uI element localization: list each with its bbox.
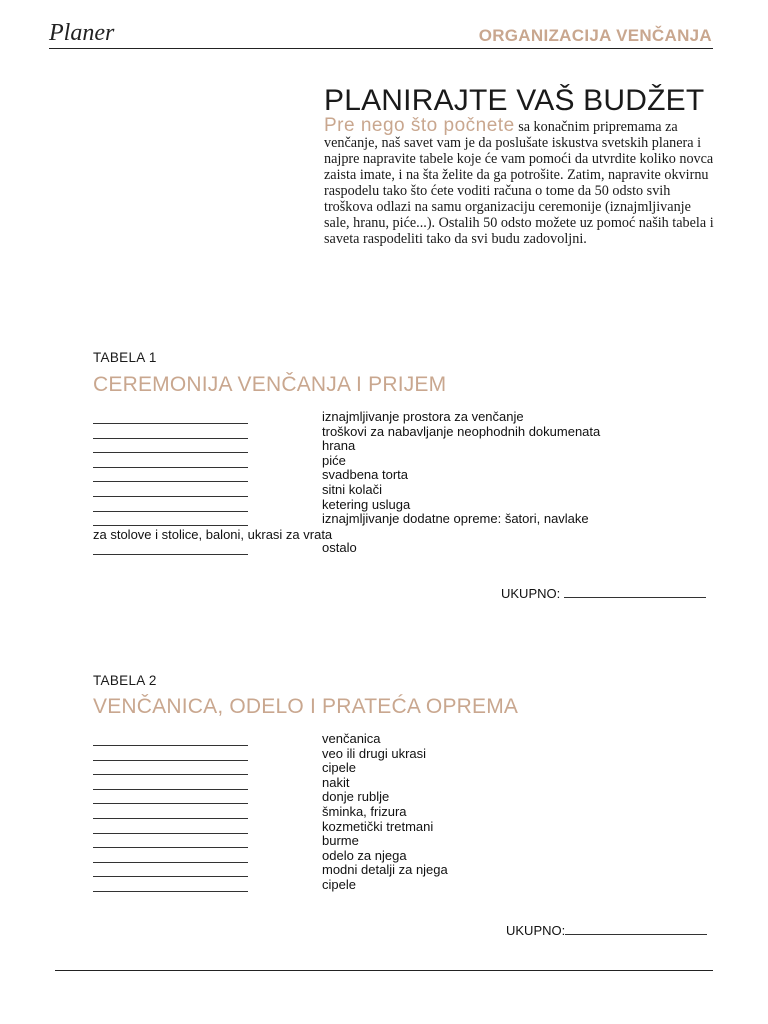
row-label: burme xyxy=(322,833,359,849)
amount-blank[interactable] xyxy=(93,469,248,482)
row-label: iznajmljivanje dodatne opreme: šatori, navlake xyxy=(322,511,589,527)
table1-label: TABELA 1 xyxy=(93,350,157,365)
table-row xyxy=(93,423,633,441)
row-label: svadbena torta xyxy=(322,467,409,483)
table-row xyxy=(93,876,633,894)
row-label: veo ili drugi ukrasi xyxy=(322,745,427,761)
amount-blank[interactable] xyxy=(93,835,248,848)
footer-divider xyxy=(55,970,713,971)
amount-blank[interactable] xyxy=(93,440,248,453)
row-label: ostalo xyxy=(322,540,357,556)
amount-blank[interactable] xyxy=(93,733,248,746)
row-label: cipele xyxy=(322,876,356,892)
table-row xyxy=(93,513,633,528)
row-label: kozmetički tretmani xyxy=(322,818,434,834)
table2-total xyxy=(506,922,707,938)
total-blank[interactable] xyxy=(565,922,707,935)
row-label: sitni kolači xyxy=(322,481,382,497)
amount-blank[interactable] xyxy=(93,542,248,555)
table2-rows xyxy=(93,733,633,894)
intro-body: sa konačnim pripremama za venčanje, naš savet vam je da poslušate iskustva svetskih planera i najpre napravite tabele koje će vam pomoći da utvrdite koliko novca zaista imate, i na šta želite da ga potrošite. Zatim, napravite okvirnu raspodelu tako što ćete voditi računa o tome da 50 odsto svih troškova odlazi na samu organizaciju ceremonije (iznajmljivanje sale, hranu, piće...). Ostalih 50 odsto možete uz pomoć naših tabela i saveta raspodeliti tako da svi budu zadovoljni. xyxy=(324,119,714,247)
total-label: UKUPNO: xyxy=(501,586,561,601)
row-label: modni detalji za njega xyxy=(322,862,448,878)
row-label-continuation: za stolove i stolice, baloni, ukrasi za vrata xyxy=(93,526,333,542)
intro-paragraph xyxy=(324,115,716,247)
row-label: nakit xyxy=(322,774,350,790)
row-label: odelo za njega xyxy=(322,847,407,863)
row-label: venčanica xyxy=(322,731,381,746)
row-label: donje rublje xyxy=(322,789,390,805)
amount-blank[interactable] xyxy=(93,791,248,804)
brand-logo: Planer xyxy=(49,20,115,46)
table1-rows xyxy=(93,411,633,557)
amount-blank[interactable] xyxy=(93,806,248,819)
table-row xyxy=(93,864,633,879)
amount-blank[interactable] xyxy=(93,426,248,439)
amount-blank[interactable] xyxy=(93,484,248,497)
amount-blank[interactable] xyxy=(93,411,248,424)
amount-blank[interactable] xyxy=(93,850,248,863)
amount-blank[interactable] xyxy=(93,864,248,877)
header-divider xyxy=(49,48,713,49)
row-label: cipele xyxy=(322,760,356,776)
table-row xyxy=(93,762,633,777)
section-title: ORGANIZACIJA VENČANJA xyxy=(478,26,712,45)
table1-title: CEREMONIJA VENČANJA I PRIJEM xyxy=(93,373,447,396)
page-title: PLANIRAJTE VAŠ BUDŽET xyxy=(324,84,705,117)
table1-total xyxy=(501,585,706,601)
amount-blank[interactable] xyxy=(93,513,248,526)
amount-blank[interactable] xyxy=(93,455,248,468)
row-label: troškovi za nabavljanje neophodnih dokumenata xyxy=(322,423,601,439)
amount-blank[interactable] xyxy=(93,777,248,790)
total-blank[interactable] xyxy=(564,585,706,598)
table-row xyxy=(93,440,633,455)
row-label: ketering usluga xyxy=(322,496,411,512)
table2-title: VENČANICA, ODELO I PRATEĆA OPREMA xyxy=(93,695,519,718)
row-label: iznajmljivanje prostora za venčanje xyxy=(322,409,524,424)
amount-blank[interactable] xyxy=(93,762,248,775)
table2-label: TABELA 2 xyxy=(93,673,157,688)
amount-blank[interactable] xyxy=(93,879,248,892)
row-label: šminka, frizura xyxy=(322,803,407,819)
table-row xyxy=(93,818,633,836)
table-row xyxy=(93,745,633,763)
amount-blank[interactable] xyxy=(93,748,248,761)
intro-lead: Pre nego što počnete xyxy=(324,115,515,136)
amount-blank[interactable] xyxy=(93,499,248,512)
amount-blank[interactable] xyxy=(93,821,248,834)
table-row xyxy=(93,542,633,557)
row-label: hrana xyxy=(322,438,356,454)
total-label: UKUPNO: xyxy=(506,923,566,938)
row-label: piće xyxy=(322,452,346,468)
